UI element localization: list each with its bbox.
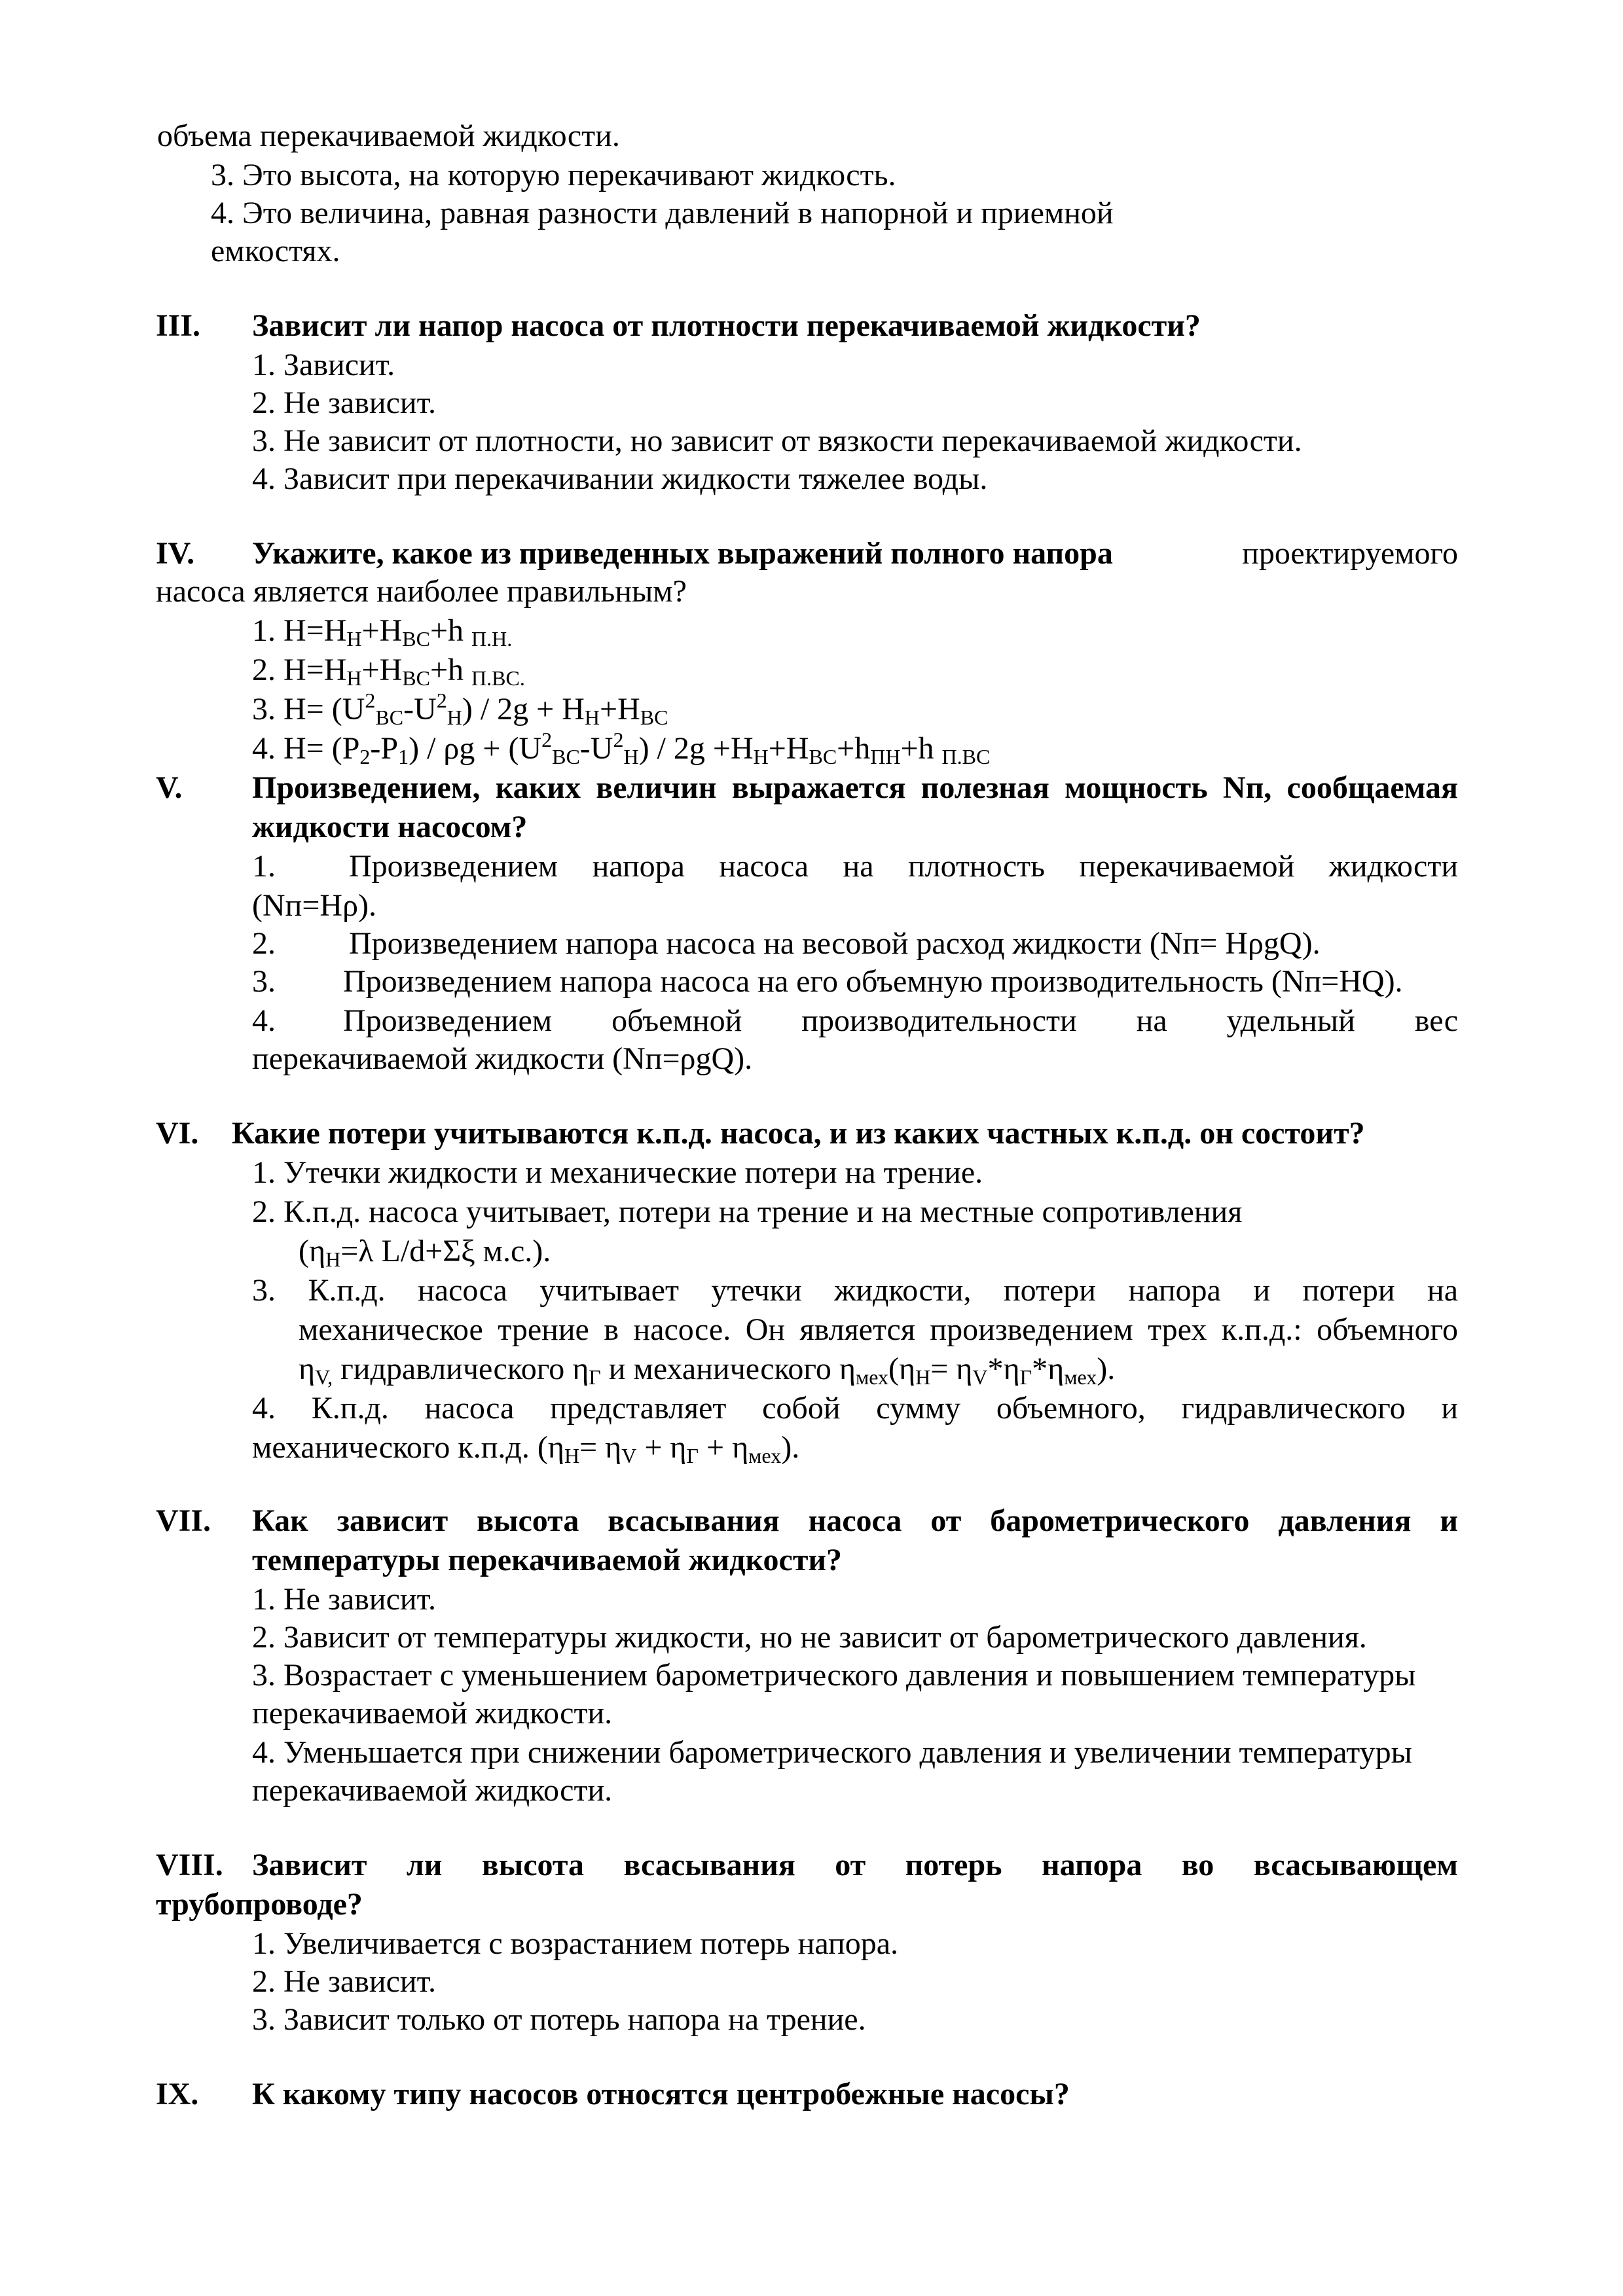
question-number: VI.	[156, 1116, 199, 1151]
answer-option-formula: 3. $H= (U^2_{BC}-U^2_H) / 2g + H_H+H_{BC}$	[252, 689, 668, 729]
answer-option-continuation: перекачиваемой жидкости.	[252, 1696, 613, 1731]
answer-option: 3. Не зависит от плотности, но зависит от вязкости перекачиваемой жидкости.	[252, 423, 1302, 458]
question-number: III.	[156, 308, 201, 343]
question-number: VII.	[156, 1503, 211, 1538]
answer-number: 4.	[252, 1003, 276, 1038]
answer-option: 3. Зависит только от потерь напора на трение.	[252, 2002, 866, 2037]
answer-number: 2.	[252, 926, 276, 961]
question-number: IX.	[156, 2077, 199, 2111]
answer-option: 4. Уменьшается при снижении барометрического давления и увеличении температуры	[252, 1735, 1412, 1770]
answer-option: 3. Возрастает с уменьшением барометрического давления и повышением температуры	[252, 1658, 1416, 1693]
answer-option: Произведением объемной производительности на удельный вес	[343, 1003, 1458, 1038]
question-text-continuation: трубопроводе?	[156, 1887, 363, 1922]
text-line: объема перекачиваемой жидкости.	[157, 118, 620, 153]
question-text-continuation: температуры перекачиваемой жидкости?	[252, 1543, 843, 1577]
answer-option-continuation: перекачиваемой жидкости (Nп=ρgQ).	[252, 1041, 753, 1076]
answer-option: Произведением напора насоса на весовой расход жидкости (Nп= HρgQ).	[349, 926, 1321, 961]
answer-option: 1. Утечки жидкости и механические потери на трение.	[252, 1155, 983, 1190]
answer-option: 4. Это величина, равная разности давлений в напорной и приемной	[211, 196, 1114, 230]
answer-option: 3. Это высота, на которую перекачивают жидкость.	[211, 158, 896, 192]
answer-option: 1. Зависит.	[252, 348, 395, 382]
answer-option: 1. Не зависит.	[252, 1582, 436, 1617]
answer-option: Произведением напора насоса на его объемную производительность (Nп=HQ).	[343, 964, 1403, 999]
answer-option: 2. К.п.д. насоса учитывает, потери на трение и на местные сопротивления	[252, 1194, 1243, 1229]
question-bold-part: Укажите, какое из приведенных выражений полного напора	[252, 536, 1113, 571]
answer-option-formula: 4. $H= (P_2-P_1) / \rho g + (U^2_{BC}-U^2_H) / 2g +H_H+H_{BC}+h_{ПН}+h$ $_{П.ВС}$	[252, 728, 991, 768]
question-text-continuation: насоса является наиболее правильным?	[156, 574, 687, 609]
answer-option-formula: механического к.п.д. $(\eta_Н= \eta_V + \eta_Г + \eta_{мех})$.	[252, 1430, 800, 1467]
answer-option: 2. Не зависит.	[252, 386, 436, 420]
answer-option-formula: 1. $H=H_H+H_{BC}+h$ $_{П.Н.}$	[252, 613, 513, 651]
question-text: К какому типу насосов относятся центробежные насосы?	[252, 2077, 1070, 2111]
answer-option: 1. Увеличивается с возрастанием потерь напора.	[252, 1926, 899, 1961]
answer-number: 3.	[252, 964, 276, 999]
question-text	[252, 534, 1458, 573]
answer-option: емкостях.	[211, 234, 340, 268]
question-text: Зависит ли напор насоса от плотности перекачиваемой жидкости?	[252, 308, 1201, 343]
answer-option-formula: 2. $H=H_H+H_{BC}+h$ $_{П.ВС.}$	[252, 653, 525, 690]
answer-option: 4. К.п.д. насоса представляет собой сумму объемного, гидравлического и	[252, 1391, 1458, 1426]
answer-option: 4. Зависит при перекачивании жидкости тяжелее воды.	[252, 461, 988, 496]
answer-number: 1.	[252, 849, 276, 884]
answer-option-continuation: (Nп=Hρ).	[252, 888, 377, 923]
answer-option: 2. Не зависит.	[252, 1964, 436, 1999]
question-text: Как зависит высота всасывания насоса от барометрического давления и	[252, 1503, 1458, 1538]
question-rest-part: проектируемого	[1242, 536, 1458, 571]
answer-option-formula: ($\eta_Н=\lambda$ L/d+Σξ м.с.).	[299, 1234, 551, 1271]
question-text-continuation: жидкости насосом?	[252, 810, 528, 844]
answer-option-continuation: механическое трение в насосе. Он является произведением трех к.п.д.: объемного	[299, 1312, 1458, 1347]
answer-option: 3. К.п.д. насоса учитывает утечки жидкости, потери напора и потери на	[252, 1273, 1458, 1308]
question-text: Какие потери учитываются к.п.д. насоса, и из каких частных к.п.д. он состоит?	[232, 1116, 1365, 1151]
answer-option-continuation: перекачиваемой жидкости.	[252, 1773, 613, 1808]
answer-option-formula: $\eta_{V,}$ гидравлического $\eta_Г$ и механического $\eta_{мех}(\eta_Н= \eta_V*\eta_Г*\eta_{мех})$.	[299, 1352, 1116, 1389]
question-text: Произведением, каких величин выражается полезная мощность Nп, сообщаемая	[252, 770, 1458, 805]
question-text: Зависит ли высота всасывания от потерь напора во всасывающем	[252, 1848, 1458, 1882]
answer-option: Произведением напора насоса на плотность перекачиваемой жидкости	[349, 849, 1458, 884]
question-number: V.	[156, 770, 183, 805]
question-number: IV.	[156, 536, 195, 571]
question-number: VIII.	[156, 1848, 223, 1882]
answer-option: 2. Зависит от температуры жидкости, но не зависит от барометрического давления.	[252, 1620, 1367, 1655]
